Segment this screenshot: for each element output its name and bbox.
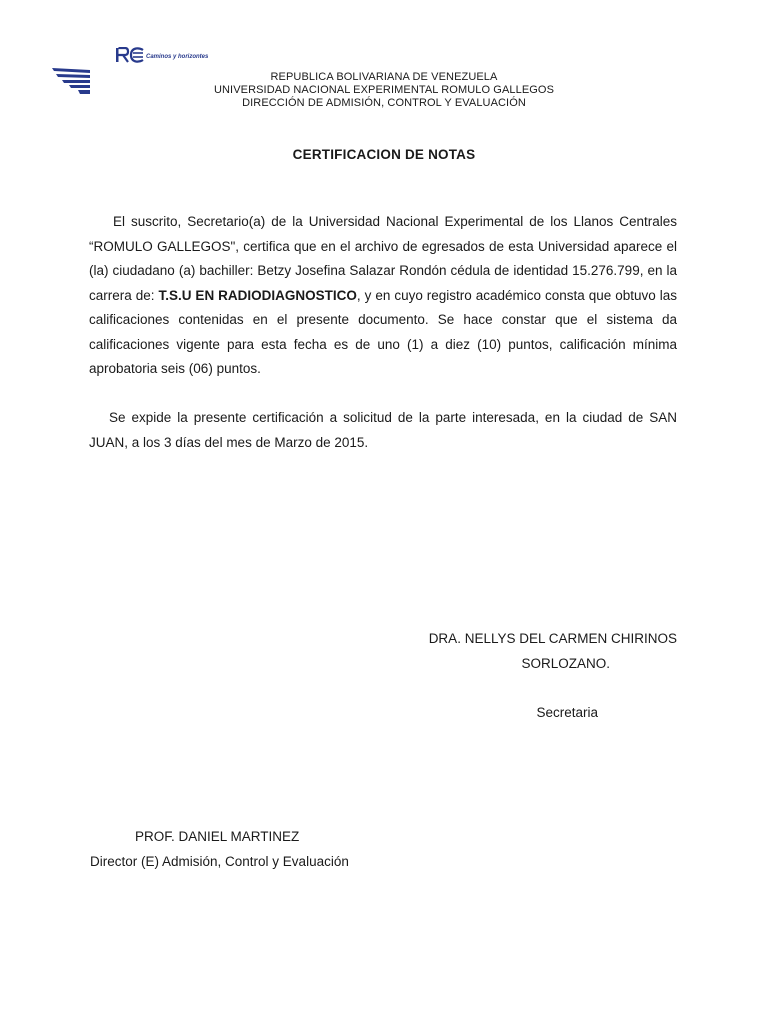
secretary-name-line2: SORLOZANO.	[521, 656, 610, 671]
paragraph-text-start: El suscrito, Secretario(a) de la Universidad Nacional Experimental de los Llanos Centrales “ROMULO GALLEGOS", certifica que en el archivo de egresados de esta Universidad aparece el (la) ciudadano (a) bachiller: Betzy Josefina Salazar Rondón cédula de identidad 15.276.799, en la carrera de:	[89, 214, 677, 303]
rg-monogram-logo-icon	[116, 47, 144, 63]
secretary-role: Secretaria	[536, 705, 598, 720]
brand-logo	[116, 46, 208, 64]
director-name: PROF. DANIEL MARTINEZ	[135, 829, 300, 844]
director-role: Director (E) Admisión, Control y Evaluación	[90, 854, 349, 869]
header-country: REPUBLICA BOLIVARIANA DE VENEZUELA	[270, 71, 498, 83]
issuance-paragraph: Se expide la presente certificación a solicitud de la parte interesada, en la ciudad de SAN JUAN, a los 3 días del mes de Marzo de 2015.	[89, 410, 677, 450]
header-department: DIRECCIÓN DE ADMISIÓN, CONTROL Y EVALUACIÓN	[242, 97, 526, 109]
brand-slogan: Caminos y horizontes	[146, 54, 209, 60]
paragraph-text-end: , y en cuyo registro académico consta que obtuvo las calificaciones contenidas en el presente documento. Se hace constar que el sistema da calificaciones vigente para esta fecha es de uno (1) a diez (10) puntos, calificación mínima aprobatoria seis (06) puntos.	[89, 287, 678, 376]
secretary-name-line1: DRA. NELLYS DEL CARMEN CHIRINOS	[428, 631, 677, 646]
document-header	[80, 71, 688, 110]
career-name: T.S.U EN RADIODIAGNOSTICO	[158, 287, 357, 303]
header-university: UNIVERSIDAD NACIONAL EXPERIMENTAL ROMULO GALLEGOS	[213, 84, 555, 96]
document-title: CERTIFICACION DE NOTAS	[292, 147, 476, 162]
certification-paragraph	[89, 210, 677, 382]
